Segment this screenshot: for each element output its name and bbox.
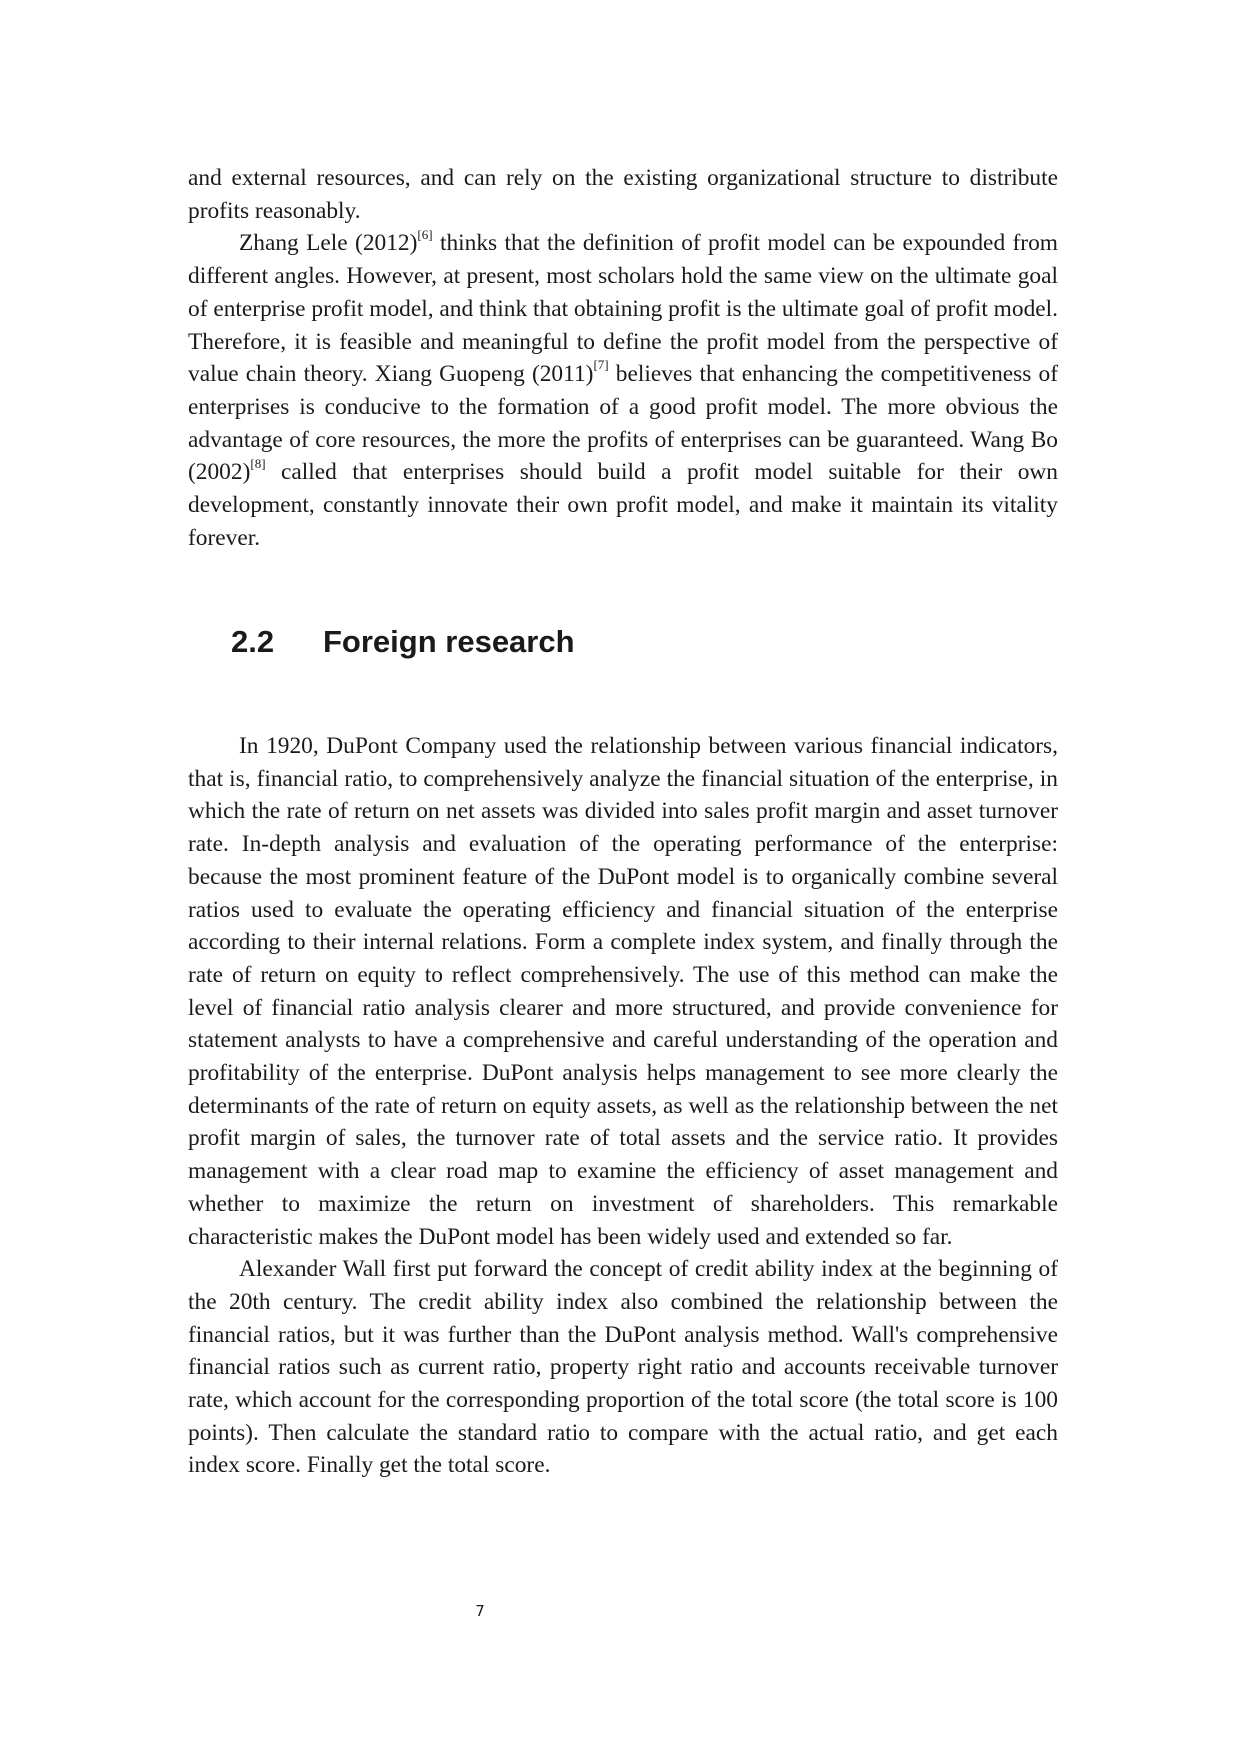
text-span: called that enterprises should build a profit model suitable for their own development, constantly innovate their own profit model, and make it maintain its vitality forever. — [188, 459, 1058, 551]
text-span: thinks that the definition of profit model can be expounded from different angles. However, at present, most scholars hold the same view on the ultimate goal of enterprise profit model, and think that obtaining profit is the ultimate goal of profit model. Therefore, it is feasible and meaningful to define the profit model from the perspective of value chain theory. Xiang Guopeng (2011) — [188, 230, 1058, 388]
section-number: 2.2 — [231, 624, 275, 659]
citation-ref-6: [6] — [417, 226, 433, 242]
section-heading — [231, 624, 575, 660]
citation-ref-7: [7] — [593, 357, 609, 373]
body-text-bottom — [188, 730, 1058, 1482]
citation-ref-8: [8] — [250, 455, 266, 471]
paragraph-continuation: and external resources, and can rely on the existing organizational structure to distribute profits reasonably. — [188, 165, 1058, 224]
paragraph-zhang-lele — [188, 227, 1058, 554]
text-span: Zhang Lele (2012) — [239, 230, 418, 257]
section-title: Foreign research — [323, 624, 575, 659]
page-number: 7 — [475, 1602, 485, 1620]
paragraph-alexander-wall: Alexander Wall first put forward the concept of credit ability index at the beginning of the 20th century. The credit ability index also combined the relationship between the financial ratios, but it was further than the DuPont analysis method. Wall's comprehensive financial ratios such as current ratio, property right ratio and accounts receivable turnover rate, which account for the corresponding proportion of the total score (the total score is 100 points). Then calculate the standard ratio to compare with the actual ratio, and get each index score. Finally get the total score. — [188, 1256, 1058, 1479]
paragraph-dupont: In 1920, DuPont Company used the relationship between various financial indicators, that is, financial ratio, to comprehensively analyze the financial situation of the enterprise, in which the rate of return on net assets was divided into sales profit margin and asset turnover rate. In-depth analysis and evaluation of the operating performance of the enterprise: because the most prominent feature of the DuPont model is to organically combine several ratios used to evaluate the operating efficiency and financial situation of the enterprise according to their internal relations. Form a complete index system, and finally through the rate of return on equity to reflect comprehensively. The use of this method can make the level of financial ratio analysis clearer and more structured, and provide convenience for statement analysts to have a comprehensive and careful understanding of the operation and profitability of the enterprise. DuPont analysis helps management to see more clearly the determinants of the rate of return on equity assets, as well as the relationship between the net profit margin of sales, the turnover rate of total assets and the service ratio. It provides management with a clear road map to examine the efficiency of asset management and whether to maximize the return on investment of shareholders. This remarkable characteristic makes the DuPont model has been widely used and extended so far. — [188, 733, 1058, 1250]
body-text-top — [188, 162, 1058, 554]
text-span: believes that enhancing the competitiveness of enterprises is conducive to the formation of a good profit model. The more obvious the advantage of core resources, the more the profits of enterprises can be guaranteed. Wang Bo (2002) — [188, 361, 1058, 486]
